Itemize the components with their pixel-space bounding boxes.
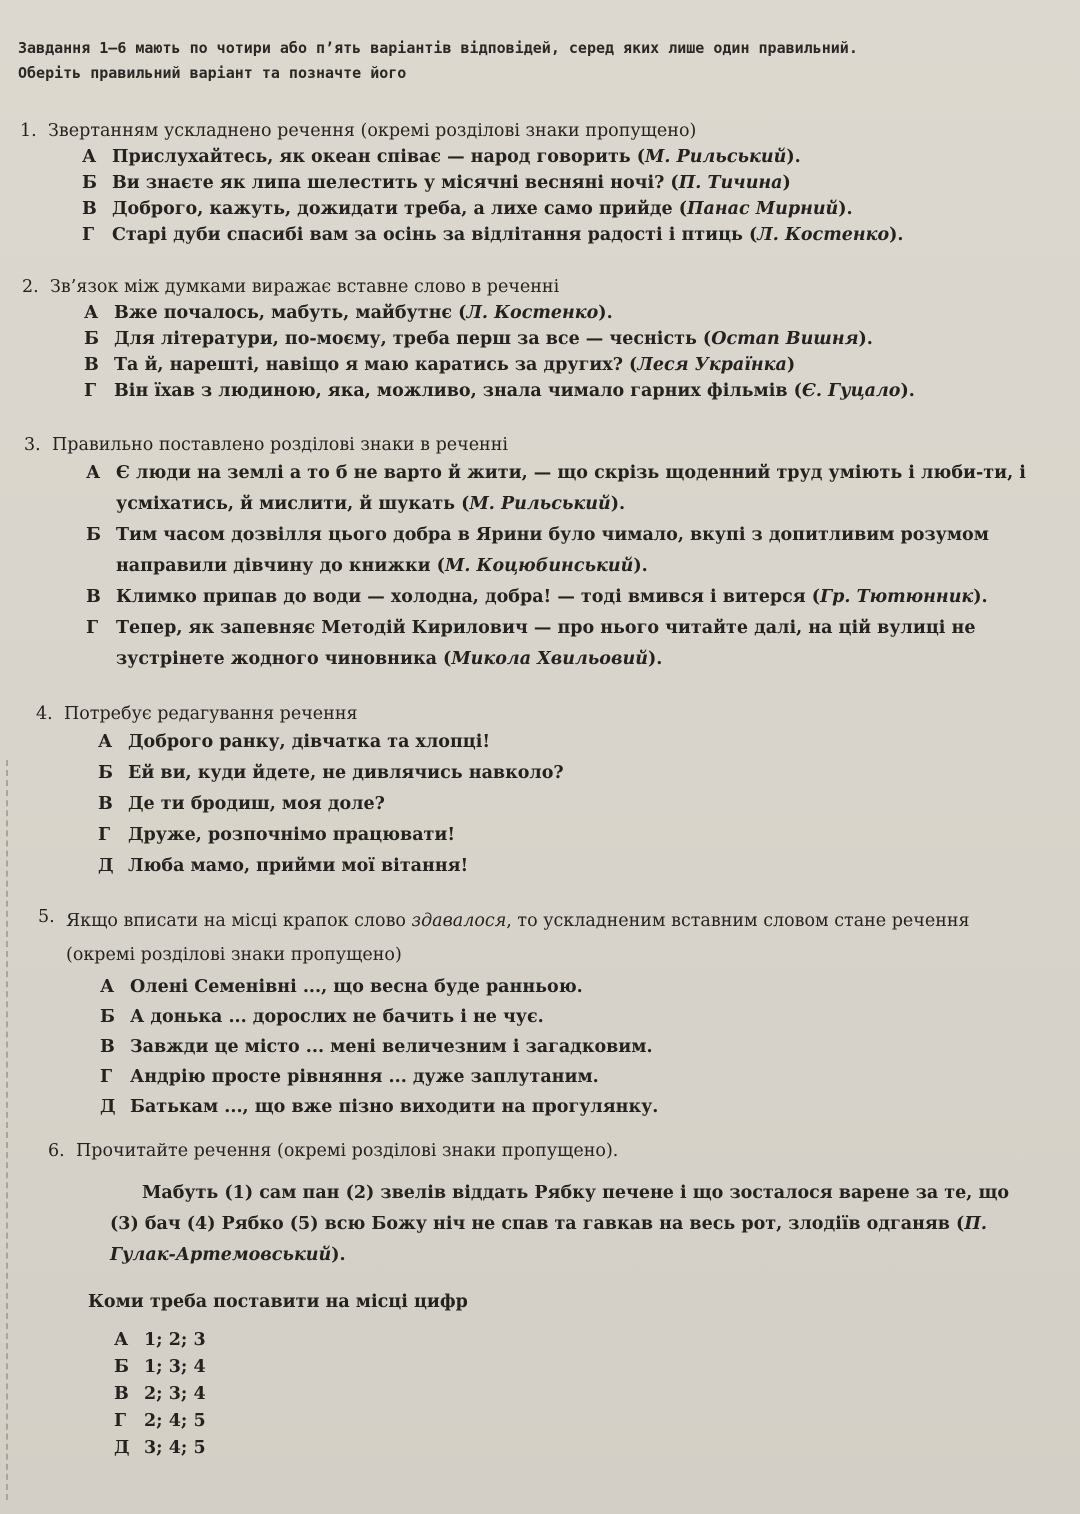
option-author: М. Рильський	[469, 494, 611, 514]
question-3	[24, 432, 1040, 675]
question-3-options	[86, 458, 1040, 675]
option-author: Є. Гуцало	[801, 381, 901, 401]
option-tail: ).	[889, 225, 904, 245]
option-v[interactable]	[86, 582, 1040, 613]
option-b[interactable]	[98, 758, 1040, 789]
option-letter: Г	[98, 825, 111, 845]
option-author: Остап Вишня	[711, 329, 859, 349]
option-author: Л. Костенко	[466, 303, 599, 323]
question-1-options	[82, 144, 1040, 248]
option-b[interactable]	[84, 326, 1040, 352]
option-b[interactable]	[114, 1354, 1040, 1381]
option-text: Ей ви, куди йдете, не дивлячись навколо?	[128, 763, 564, 783]
option-text: Є люди на землі а то б не варто й жити, — що скрізь щоденний труд уміють і люби-ти, і усміхатись, й мислити, й шукать (	[116, 463, 1026, 514]
option-text: Друже, розпочнімо працювати!	[128, 825, 456, 845]
option-letter: Г	[82, 225, 95, 245]
option-h[interactable]	[100, 1062, 1040, 1092]
option-b[interactable]	[82, 170, 1040, 196]
option-tail: )	[782, 173, 791, 193]
option-a[interactable]	[100, 972, 1040, 1002]
option-tail: ).	[900, 381, 915, 401]
option-letter: Д	[114, 1438, 130, 1458]
question-number: 5.	[38, 907, 55, 927]
option-letter: Г	[84, 381, 97, 401]
option-text: Прислухайтесь, як океан співає — народ говорить (	[112, 147, 646, 167]
question-text: Потребує редагування речення	[64, 704, 358, 724]
option-text: Він їхав з людиною, яка, можливо, знала чимало гарних фільмів (	[114, 381, 802, 401]
option-text: Доброго ранку, дівчатка та хлопці!	[128, 732, 491, 752]
option-letter: Г	[114, 1411, 127, 1431]
option-letter: А	[82, 147, 97, 167]
option-tail: ).	[838, 199, 853, 219]
question-4-options	[98, 727, 1040, 882]
instructions-line-2: Оберіть правильний варіант та позначте його	[18, 64, 407, 82]
option-tail: )	[786, 355, 796, 375]
option-tail: ).	[973, 587, 988, 607]
question-number: 3.	[24, 435, 41, 455]
option-text: Батькам ..., що вже пізно виходити на прогулянку.	[130, 1097, 659, 1117]
option-author: М. Коцюбинський	[444, 556, 634, 576]
option-a[interactable]	[114, 1327, 1040, 1354]
option-letter: Б	[82, 173, 97, 193]
option-letter: Б	[98, 763, 113, 783]
option-letter: В	[86, 587, 101, 607]
option-letter: А	[98, 732, 113, 752]
option-h[interactable]	[98, 820, 1040, 851]
option-letter: В	[84, 355, 99, 375]
option-d[interactable]	[114, 1435, 1040, 1462]
sentence-tail: ).	[331, 1245, 346, 1265]
option-text: Завжди це місто ... мені величезним і загадковим.	[130, 1037, 653, 1057]
question-text: Звертанням ускладнено речення (окремі розділові знаки пропущено)	[48, 121, 697, 141]
option-text: 1; 3; 4	[144, 1357, 206, 1377]
option-a[interactable]	[86, 458, 1040, 520]
option-b[interactable]	[100, 1002, 1040, 1032]
question-number: 4.	[36, 704, 53, 724]
option-letter: Г	[100, 1067, 113, 1087]
option-letter: Б	[100, 1007, 115, 1027]
option-text: 2; 4; 5	[144, 1411, 206, 1431]
question-number: 6.	[48, 1141, 65, 1161]
perforation-line	[6, 760, 8, 1500]
option-tail: ).	[647, 649, 663, 669]
option-text: 2; 3; 4	[144, 1384, 206, 1404]
option-text: Климко припав до води — холодна, добра! — тоді вмився і витерся (	[116, 587, 821, 607]
question-1	[20, 118, 1040, 248]
question-prompt: Коми треба поставити на місці цифр	[88, 1292, 468, 1312]
option-letter: А	[114, 1330, 129, 1350]
sentence-text: Мабуть (1) сам пан (2) звелів віддать Рябку печене і що зосталося варене за те, що (3) бач (4) Рябко (5) всю Божу ніч не спав та гавкав на весь рот, злодіїв одганяв (	[110, 1183, 1010, 1234]
option-author: Леся Українка	[637, 355, 787, 375]
option-letter: Г	[86, 618, 99, 638]
option-text: Де ти бродиш, моя доле?	[128, 794, 385, 814]
option-v[interactable]	[100, 1032, 1040, 1062]
question-text: Правильно поставлено розділові знаки в реченні	[52, 435, 508, 455]
option-v[interactable]	[84, 352, 1040, 378]
option-letter: А	[86, 463, 101, 483]
option-a[interactable]	[82, 144, 1040, 170]
option-text: Люба мамо, прийми мої вітання!	[128, 856, 469, 876]
question-6-title	[48, 1138, 1040, 1164]
instructions-line-1: Завдання 1–6 мають по чотири або п’ять варіантів відповідей, серед яких лише один правильний.	[18, 39, 858, 57]
option-text: 3; 4; 5	[144, 1438, 206, 1458]
question-text: Якщо вписати на місці крапок слово	[66, 911, 412, 931]
option-tail: ).	[598, 303, 613, 323]
option-text: Та й, нарешті, навіщо я маю каратись за других? (	[114, 355, 638, 375]
option-text: Доброго, кажуть, дожидати треба, а лихе само прийде (	[112, 199, 688, 219]
question-4	[36, 701, 1040, 882]
option-h[interactable]	[86, 613, 1040, 675]
question-1-title	[20, 118, 1040, 144]
option-h[interactable]	[82, 222, 1040, 248]
option-letter: В	[98, 794, 113, 814]
option-text: Вже почалось, мабуть, майбутнє (	[114, 303, 467, 323]
option-author: Панас Мирний	[687, 199, 839, 219]
instructions	[18, 36, 1040, 86]
option-text: Олені Семенівні ..., що весна буде ранньою.	[130, 977, 583, 997]
option-text: Тепер, як запевняє Методій Кирилович — про нього читайте далі, на цій вулиці не зустрінете жодного чиновника (	[116, 618, 976, 669]
option-d[interactable]	[98, 851, 1040, 882]
option-letter: А	[84, 303, 99, 323]
option-a[interactable]	[98, 727, 1040, 758]
option-text: Андрію просте рівняння ... дуже заплутаним.	[130, 1067, 599, 1087]
option-text: А донька ... дорослих не бачить і не чує.	[130, 1007, 544, 1027]
question-5-options	[100, 972, 1040, 1122]
option-letter: Б	[86, 525, 101, 545]
option-v[interactable]	[114, 1381, 1040, 1408]
question-4-title	[36, 701, 1040, 727]
option-letter: В	[82, 199, 97, 219]
question-keyword: здавалося	[411, 911, 507, 931]
option-text: Тим часом дозвілля цього добра в Ярини було чимало, вкупі з допитливим розумом направили дівчину до книжки (	[116, 525, 989, 576]
option-author: М. Рильський	[645, 147, 787, 167]
option-author: Л. Костенко	[757, 225, 890, 245]
question-text: Зв’язок між думками виражає вставне слово в реченні	[50, 277, 560, 297]
option-text: 1; 2; 3	[144, 1330, 206, 1350]
option-v[interactable]	[98, 789, 1040, 820]
option-b[interactable]	[86, 520, 1040, 582]
option-letter: Д	[98, 856, 114, 876]
option-letter: В	[100, 1037, 115, 1057]
option-tail: ).	[610, 494, 626, 514]
question-number: 1.	[20, 121, 37, 141]
option-d[interactable]	[100, 1092, 1040, 1122]
option-tail: ).	[633, 556, 648, 576]
option-text: Старі дуби спасибі вам за осінь за відлітання радості і птиць (	[112, 225, 758, 245]
question-text: Прочитайте речення (окремі розділові знаки пропущено).	[76, 1141, 619, 1161]
option-h[interactable]	[114, 1408, 1040, 1435]
option-letter: А	[100, 977, 115, 997]
option-letter: Д	[100, 1097, 116, 1117]
option-author: Микола Хвильовий	[451, 649, 648, 669]
option-tail: ).	[786, 147, 801, 167]
quoted-sentence	[110, 1178, 1040, 1271]
question-number: 2.	[22, 277, 39, 297]
question-6-options	[114, 1327, 1040, 1462]
question-3-title	[24, 432, 1040, 458]
option-v[interactable]	[82, 196, 1040, 222]
question-6	[48, 1138, 1040, 1462]
option-letter: Б	[84, 329, 99, 349]
option-a[interactable]	[84, 300, 1040, 326]
option-author: П. Тичина	[678, 173, 783, 193]
option-text: Ви знаєте як липа шелестить у місячні весняні ночі? (	[112, 173, 679, 193]
option-tail: ).	[858, 329, 873, 349]
option-h[interactable]	[84, 378, 1040, 404]
question-text-continued: , то ускладненим вставним словом стане речення (окремі розділові знаки пропущено)	[66, 911, 970, 965]
option-author: Гр. Тютюнник	[820, 587, 974, 607]
sentence-author: П. Гулак-Артемовський	[110, 1214, 987, 1265]
option-letter: Б	[114, 1357, 129, 1377]
question-2-options	[84, 300, 1040, 404]
question-2-title	[22, 274, 1040, 300]
question-5	[38, 904, 1040, 1122]
option-letter: В	[114, 1384, 129, 1404]
question-2	[22, 274, 1040, 404]
option-text: Для літератури, по-моєму, треба перш за все — чесність (	[114, 329, 712, 349]
question-5-title	[38, 904, 1040, 972]
